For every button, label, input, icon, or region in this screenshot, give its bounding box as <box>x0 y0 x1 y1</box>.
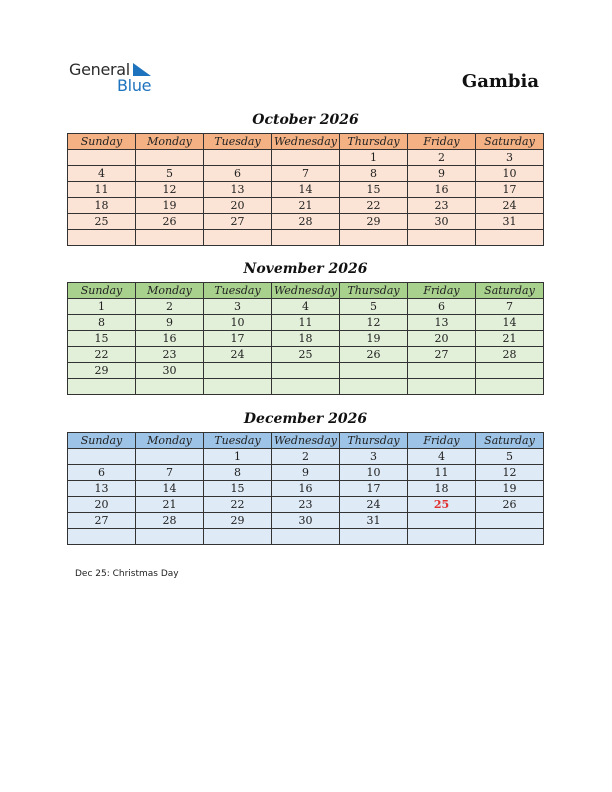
weekday-header: Thursday <box>340 134 408 150</box>
day-cell: 10 <box>340 465 408 481</box>
weekday-header: Wednesday <box>272 433 340 449</box>
day-cell: 11 <box>68 182 136 198</box>
day-cell: 21 <box>136 497 204 513</box>
weekday-header: Thursday <box>340 283 408 299</box>
day-cell <box>340 363 408 379</box>
day-cell: 6 <box>204 166 272 182</box>
day-cell: 19 <box>136 198 204 214</box>
day-cell: 24 <box>340 497 408 513</box>
day-cell: 12 <box>136 182 204 198</box>
week-row <box>68 182 544 198</box>
day-cell: 5 <box>136 166 204 182</box>
weekday-header: Tuesday <box>204 283 272 299</box>
day-cell <box>136 529 204 545</box>
day-cell: 22 <box>340 198 408 214</box>
month-title-november: November 2026 <box>243 261 368 277</box>
day-cell: 9 <box>408 166 476 182</box>
day-cell <box>68 449 136 465</box>
day-cell: 30 <box>272 513 340 529</box>
day-cell <box>68 150 136 166</box>
day-cell: 8 <box>340 166 408 182</box>
day-cell: 6 <box>68 465 136 481</box>
calendar-october <box>67 133 544 246</box>
day-cell: 15 <box>204 481 272 497</box>
day-cell: 28 <box>136 513 204 529</box>
day-cell <box>272 230 340 246</box>
day-cell: 20 <box>408 331 476 347</box>
day-cell: 3 <box>204 299 272 315</box>
day-cell <box>136 449 204 465</box>
day-cell <box>204 150 272 166</box>
day-cell: 30 <box>408 214 476 230</box>
week-row <box>68 449 544 465</box>
week-row <box>68 166 544 182</box>
day-cell <box>136 230 204 246</box>
day-cell: 29 <box>204 513 272 529</box>
day-cell: 14 <box>272 182 340 198</box>
week-row <box>68 198 544 214</box>
day-cell: 7 <box>136 465 204 481</box>
day-cell <box>476 363 544 379</box>
day-cell: 31 <box>340 513 408 529</box>
weekday-header: Tuesday <box>204 433 272 449</box>
general-blue-logo <box>69 60 169 96</box>
weekday-header: Saturday <box>476 134 544 150</box>
day-cell <box>68 379 136 395</box>
weekday-header: Monday <box>136 283 204 299</box>
weekday-header: Wednesday <box>272 134 340 150</box>
day-cell <box>272 150 340 166</box>
calendar-november <box>67 282 544 395</box>
day-cell <box>136 379 204 395</box>
week-row <box>68 347 544 363</box>
day-cell: 26 <box>476 497 544 513</box>
day-cell: 1 <box>204 449 272 465</box>
day-cell <box>408 379 476 395</box>
day-cell <box>476 379 544 395</box>
day-cell: 22 <box>68 347 136 363</box>
week-row <box>68 379 544 395</box>
day-cell: 18 <box>408 481 476 497</box>
day-cell: 15 <box>68 331 136 347</box>
day-cell <box>408 363 476 379</box>
week-row <box>68 214 544 230</box>
day-cell <box>476 513 544 529</box>
day-cell <box>204 230 272 246</box>
day-cell: 12 <box>340 315 408 331</box>
day-cell: 10 <box>204 315 272 331</box>
logo-general-text: General <box>69 60 130 79</box>
day-cell: 13 <box>204 182 272 198</box>
day-cell <box>272 379 340 395</box>
weekday-header: Thursday <box>340 433 408 449</box>
day-cell: 16 <box>272 481 340 497</box>
day-cell: 25 <box>68 214 136 230</box>
day-cell: 6 <box>408 299 476 315</box>
week-row <box>68 529 544 545</box>
day-cell <box>476 230 544 246</box>
day-cell: 28 <box>272 214 340 230</box>
day-cell: 19 <box>476 481 544 497</box>
day-cell: 23 <box>272 497 340 513</box>
day-cell <box>476 529 544 545</box>
day-cell: 24 <box>476 198 544 214</box>
weekday-header: Saturday <box>476 283 544 299</box>
day-cell <box>136 150 204 166</box>
day-cell <box>272 363 340 379</box>
calendar-december <box>67 432 544 545</box>
weekday-header: Friday <box>408 134 476 150</box>
day-cell: 4 <box>272 299 340 315</box>
weekday-header: Monday <box>136 134 204 150</box>
day-cell: 21 <box>476 331 544 347</box>
weekday-header: Sunday <box>68 134 136 150</box>
weekday-header: Saturday <box>476 433 544 449</box>
weekday-header: Sunday <box>68 433 136 449</box>
day-cell: 9 <box>136 315 204 331</box>
logo-triangle-icon <box>133 63 151 76</box>
weekday-header: Friday <box>408 433 476 449</box>
day-cell: 1 <box>68 299 136 315</box>
weekday-header: Monday <box>136 433 204 449</box>
day-cell <box>68 529 136 545</box>
day-cell: 2 <box>136 299 204 315</box>
day-cell <box>408 230 476 246</box>
day-cell: 2 <box>408 150 476 166</box>
day-cell: 19 <box>340 331 408 347</box>
day-cell: 27 <box>408 347 476 363</box>
weekday-header: Wednesday <box>272 283 340 299</box>
day-cell: 18 <box>272 331 340 347</box>
day-cell: 16 <box>408 182 476 198</box>
week-row <box>68 363 544 379</box>
week-row <box>68 481 544 497</box>
day-cell <box>340 230 408 246</box>
day-cell: 29 <box>68 363 136 379</box>
day-cell: 11 <box>408 465 476 481</box>
day-cell: 23 <box>136 347 204 363</box>
weekday-header: Tuesday <box>204 134 272 150</box>
day-cell: 7 <box>272 166 340 182</box>
day-cell <box>408 513 476 529</box>
day-cell: 4 <box>408 449 476 465</box>
week-row <box>68 513 544 529</box>
day-cell: 16 <box>136 331 204 347</box>
day-cell: 7 <box>476 299 544 315</box>
week-row <box>68 230 544 246</box>
day-cell: 27 <box>68 513 136 529</box>
day-cell: 25 <box>408 497 476 513</box>
day-cell <box>340 379 408 395</box>
weekday-header: Sunday <box>68 283 136 299</box>
day-cell: 31 <box>476 214 544 230</box>
day-cell: 3 <box>476 150 544 166</box>
day-cell: 25 <box>272 347 340 363</box>
day-cell <box>340 529 408 545</box>
day-cell: 23 <box>408 198 476 214</box>
country-name: Gambia <box>461 71 539 92</box>
day-cell: 18 <box>68 198 136 214</box>
day-cell: 13 <box>68 481 136 497</box>
day-cell: 28 <box>476 347 544 363</box>
day-cell: 21 <box>272 198 340 214</box>
day-cell: 26 <box>340 347 408 363</box>
day-cell: 12 <box>476 465 544 481</box>
week-row <box>68 465 544 481</box>
day-cell: 1 <box>340 150 408 166</box>
day-cell: 3 <box>340 449 408 465</box>
day-cell: 14 <box>136 481 204 497</box>
day-cell: 22 <box>204 497 272 513</box>
day-cell: 11 <box>272 315 340 331</box>
week-row <box>68 331 544 347</box>
logo-blue-text: Blue <box>117 76 152 95</box>
day-cell: 5 <box>340 299 408 315</box>
week-row <box>68 497 544 513</box>
day-cell: 10 <box>476 166 544 182</box>
week-row <box>68 150 544 166</box>
day-cell: 17 <box>204 331 272 347</box>
day-cell: 2 <box>272 449 340 465</box>
day-cell: 13 <box>408 315 476 331</box>
day-cell: 8 <box>204 465 272 481</box>
day-cell: 17 <box>476 182 544 198</box>
day-cell <box>272 529 340 545</box>
day-cell: 15 <box>340 182 408 198</box>
month-title-october: October 2026 <box>252 112 359 128</box>
day-cell: 24 <box>204 347 272 363</box>
day-cell: 30 <box>136 363 204 379</box>
holiday-note: Dec 25: Christmas Day <box>75 569 179 579</box>
day-cell: 4 <box>68 166 136 182</box>
month-title-december: December 2026 <box>243 411 368 427</box>
day-cell: 29 <box>340 214 408 230</box>
day-cell: 17 <box>340 481 408 497</box>
day-cell <box>204 379 272 395</box>
day-cell: 9 <box>272 465 340 481</box>
day-cell <box>68 230 136 246</box>
day-cell: 8 <box>68 315 136 331</box>
week-row <box>68 315 544 331</box>
week-row <box>68 299 544 315</box>
day-cell <box>204 363 272 379</box>
day-cell <box>408 529 476 545</box>
weekday-header: Friday <box>408 283 476 299</box>
day-cell: 5 <box>476 449 544 465</box>
day-cell <box>204 529 272 545</box>
day-cell: 20 <box>204 198 272 214</box>
day-cell: 20 <box>68 497 136 513</box>
day-cell: 26 <box>136 214 204 230</box>
day-cell: 14 <box>476 315 544 331</box>
day-cell: 27 <box>204 214 272 230</box>
